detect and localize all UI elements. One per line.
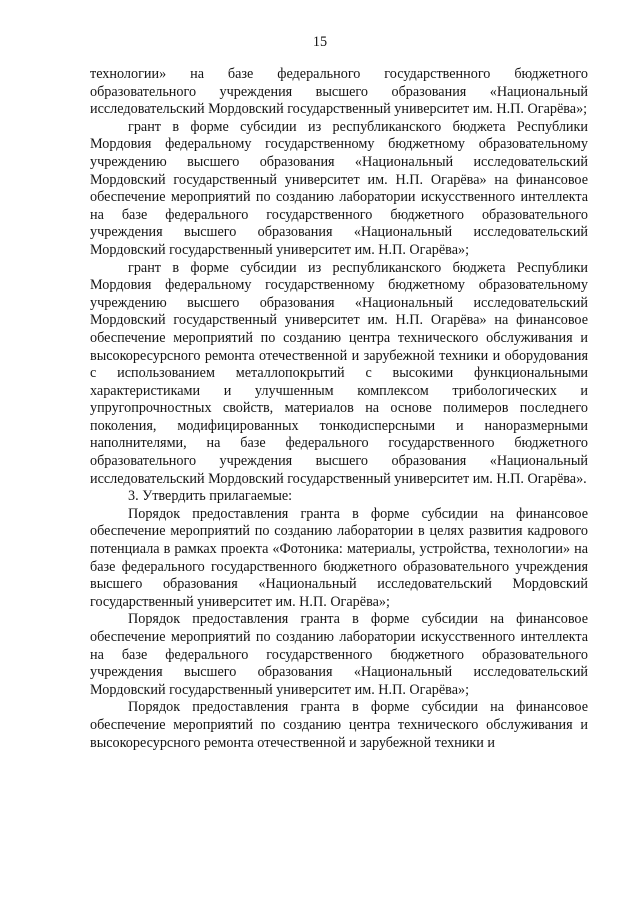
paragraph-grant-ai-lab: грант в форме субсидии из республиканского бюджета Республики Мордовия федеральному государственному бюджетному образовательному учреждению высшего образования «Национальный исследовательский Мордовский государственный университет им. Н.П. Огарёва» на финансовое обеспечение мероприятий по созданию лаборатории искусственного интеллекта на базе федерального государственного бюджетного образовательного учреждения высшего образования «Национальный исследовательский Мордовский государственный университет им. Н.П. Огарёва»; bbox=[90, 118, 588, 258]
paragraph-procedure-photonics-lab: Порядок предоставления гранта в форме субсидии на финансовое обеспечение мероприятий по созданию лаборатории в целях развития кадрового потенциала в рамках проекта «Фотоника: материалы, устройства, технологии» на базе федерального государственного бюджетного образовательного учреждения высшего образования «Национальный исследовательский Мордовский государственный университет им. Н.П. Огарёва»; bbox=[90, 505, 588, 610]
paragraph-procedure-ai-lab: Порядок предоставления гранта в форме субсидии на финансовое обеспечение мероприятий по созданию лаборатории искусственного интеллекта на базе федерального государственного бюджетного образовательного учреждения высшего образования «Национальный исследовательский Мордовский государственный университет им. Н.П. Огарёва»; bbox=[90, 611, 588, 698]
page-number: 15 bbox=[312, 34, 328, 50]
document-body bbox=[90, 66, 588, 752]
paragraph-approve-item: 3. Утвердить прилагаемые: bbox=[128, 488, 293, 505]
paragraph-procedure-service-center: Порядок предоставления гранта в форме субсидии на финансовое обеспечение мероприятий по созданию центра технического обслуживания и высокоресурсного ремонта отечественной и зарубежной техники и bbox=[90, 699, 588, 751]
paragraph-grant-service-center: грант в форме субсидии из республиканского бюджета Республики Мордовия федеральному государственному бюджетному образовательному учреждению высшего образования «Национальный исследовательский Мордовский государственный университет им. Н.П. Огарёва» на финансовое обеспечение мероприятий по созданию центра технического обслуживания и высокоресурсного ремонта отечественной и зарубежной техники и оборудования с использованием металлопокрытий с высокими функциональными характеристиками и улучшенным комплексом трибологических и упругопрочностных свойств, материалов на основе полимеров последнего поколения, модифицированных тонкодисперсными и наноразмерными наполнителями, на базе федерального государственного бюджетного образовательного учреждения высшего образования «Национальный исследовательский Мордовский государственный университет им. Н.П. Огарёва». bbox=[90, 259, 588, 487]
paragraph-continuation: технологии» на базе федерального государственного бюджетного образовательного учреждения высшего образования «Национальный исследовательский Мордовский государственный университет им. Н.П. Огарёва»; bbox=[90, 66, 588, 118]
